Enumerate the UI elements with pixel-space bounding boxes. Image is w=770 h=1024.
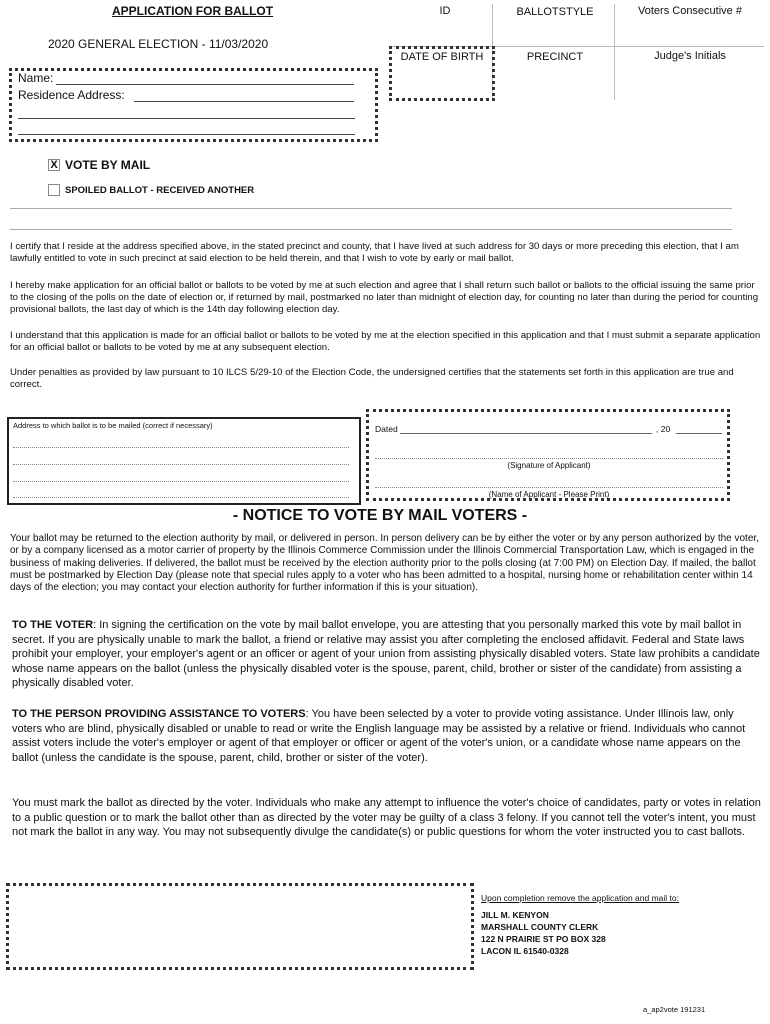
spoiled-ballot-label: SPOILED BALLOT - RECEIVED ANOTHER — [65, 185, 255, 196]
to-voter-heading: TO THE VOTER — [12, 619, 94, 631]
notice-title: - NOTICE TO VOTE BY MAIL VOTERS - — [232, 507, 528, 524]
residence-address-label: Residence Address: — [18, 88, 125, 102]
printed-name-field[interactable] — [375, 487, 723, 488]
to-assistant-paragraph — [12, 707, 764, 765]
form-title: APPLICATION FOR BALLOT — [112, 4, 274, 18]
mailing-address-box — [7, 417, 361, 505]
printed-name-label: (Name of Applicant - Please Print) — [488, 490, 610, 499]
voter-info-box — [9, 68, 378, 142]
dated-label: Dated — [375, 424, 398, 434]
voters-consecutive-cell-label: Voters Consecutive # — [638, 5, 742, 17]
signature-label: (Signature of Applicant) — [507, 461, 591, 470]
mailing-address-line-3[interactable] — [13, 481, 349, 482]
return-address-line: MARSHALL COUNTY CLERK — [481, 922, 599, 932]
return-instruction: Upon completion remove the application and mail to: — [481, 893, 679, 903]
to-voter-paragraph — [12, 618, 764, 691]
name-label: Name: — [18, 71, 54, 85]
mailing-address-label: Address to which ballot is to be mailed (correct if necessary) — [13, 421, 213, 430]
return-address — [481, 909, 606, 957]
divider-2 — [10, 229, 732, 230]
certification-paragraph-1: I certify that I reside at the address specified above, in the stated precinct and county, that I have lived at such address for 30 days or more preceding this election, that I am lawfully entitled to vote in such precinct at said election to be held therein, and that I wish to vote by early or mail ballot. — [10, 241, 739, 265]
dated-field[interactable] — [400, 433, 652, 434]
to-assistant-body: : You have been selected by a voter to provide voting assistance. Under Illinois law, only voters who are blind, physically disabled or unable to read or write the English language may be assisted by a relative or friend. Individuals who cannot assist voters include the voter's employer or agent of that employer or officer or agent of the voter's union, or a candidate whose name appears on the ballot (unless the candidate is the spouse, parent, child, brother or sister of the voter). — [12, 708, 746, 764]
spoiled-ballot-checkbox[interactable] — [48, 184, 60, 196]
precinct-cell-label: PRECINCT — [526, 51, 584, 63]
return-address-line: LACON IL 61540-0328 — [481, 946, 569, 956]
signature-field[interactable] — [375, 458, 723, 459]
name-field[interactable] — [56, 84, 354, 85]
id-cell-label: ID — [439, 5, 451, 17]
judges-initials-cell-label: Judge's Initials — [654, 50, 726, 62]
mailing-address-line-1[interactable] — [13, 447, 349, 448]
date-of-birth-cell-label: DATE OF BIRTH — [400, 51, 484, 63]
election-name: 2020 GENERAL ELECTION - 11/03/2020 — [48, 37, 269, 51]
divider-1 — [10, 208, 732, 209]
residence-address-line-2[interactable] — [18, 118, 355, 119]
must-mark-paragraph: You must mark the ballot as directed by the voter. Individuals who make any attempt to influence the voter's choice of candidates, party or votes in relation to a public question or to mark the ballot other than as directed by the voter may be guilty of a class 3 felony. If you cannot tell the voter's intent, you must not mark the ballot in any way. You may not subsequently divulge the candidate(s) or public questions for whom the voter instructed you to cast ballots. — [12, 797, 761, 839]
label-box — [6, 883, 474, 970]
form-code: a_ap2vote 191231 — [643, 1005, 706, 1014]
vote-by-mail-label: VOTE BY MAIL — [65, 158, 151, 172]
year-prefix: , 20 — [656, 424, 671, 434]
return-address-line: JILL M. KENYON — [481, 910, 549, 920]
notice-intro: Your ballot may be returned to the election authority by mail, or delivered in person. In person delivery can be by either the voter or by any person authorized by the voter, or by a company licensed as a motor carrier of property by the Illinois Commerce Commission under the Illinois Commercial Transportation Law, which is engaged in the business of making deliveries. If delivered, the ballot must be received by the election authority prior to the polls closing (at 7:00 PM) on Election Day. If mailed, the ballot must be postmarked by Election Day (please note that special rules apply to a voter who has been admitted to a hospital, nursing home or rehabilitation center within 14 days of the election; you may contact your election authority for further information if this is your situation). — [10, 533, 759, 594]
certification-paragraph-3: I understand that this application is made for an official ballot or ballots to be voted by me at the election specified in this application and that I must submit a separate application for an official ballot or ballots to be voted by me at any subsequent election. — [10, 330, 761, 354]
certification-paragraph-2: I hereby make application for an official ballot or ballots to be voted by me at such election and agree that I shall return such ballot or ballots to the official issuing the same prior to the closing of the polls on the date of election or, if returned by mail, postmarked no later than midnight of election day, for counting no later than during the period for counting provisional ballots, the last day of which is the 14th day following election day. — [10, 280, 759, 316]
vote-by-mail-checkbox[interactable]: X — [48, 159, 60, 171]
to-assistant-heading: TO THE PERSON PROVIDING ASSISTANCE TO VOTERS — [12, 708, 306, 720]
ballotstyle-cell-label: BALLOTSTYLE — [516, 6, 594, 18]
certification-paragraph-4: Under penalties as provided by law pursuant to 10 ILCS 5/29-10 of the Election Code, the undersigned certifies that the statements set forth in this application are true and correct. — [10, 367, 734, 391]
mailing-address-line-2[interactable] — [13, 464, 349, 465]
return-address-line: 122 N PRAIRIE ST PO BOX 328 — [481, 934, 606, 944]
residence-address-field[interactable] — [134, 101, 354, 102]
mailing-address-line-4[interactable] — [13, 497, 349, 498]
residence-address-line-3[interactable] — [18, 134, 355, 135]
to-voter-body: : In signing the certification on the vote by mail ballot envelope, you are attesting that you personally marked this vote by mail ballot in secret. If you are physically unable to mark the ballot, a friend or relative may assist you after completing the enclosed affidavit. Federal and State laws prohibit your employer, your employer's agent or an officer or agent of your union from assisting physically disabled voters. State law prohibits a candidate whose name appears on the ballot (unless the physically disabled voter is the spouse, parent, child, brother or sister of the candidate) from assisting a physically disabled voter. — [12, 619, 760, 690]
year-field[interactable] — [676, 433, 722, 434]
